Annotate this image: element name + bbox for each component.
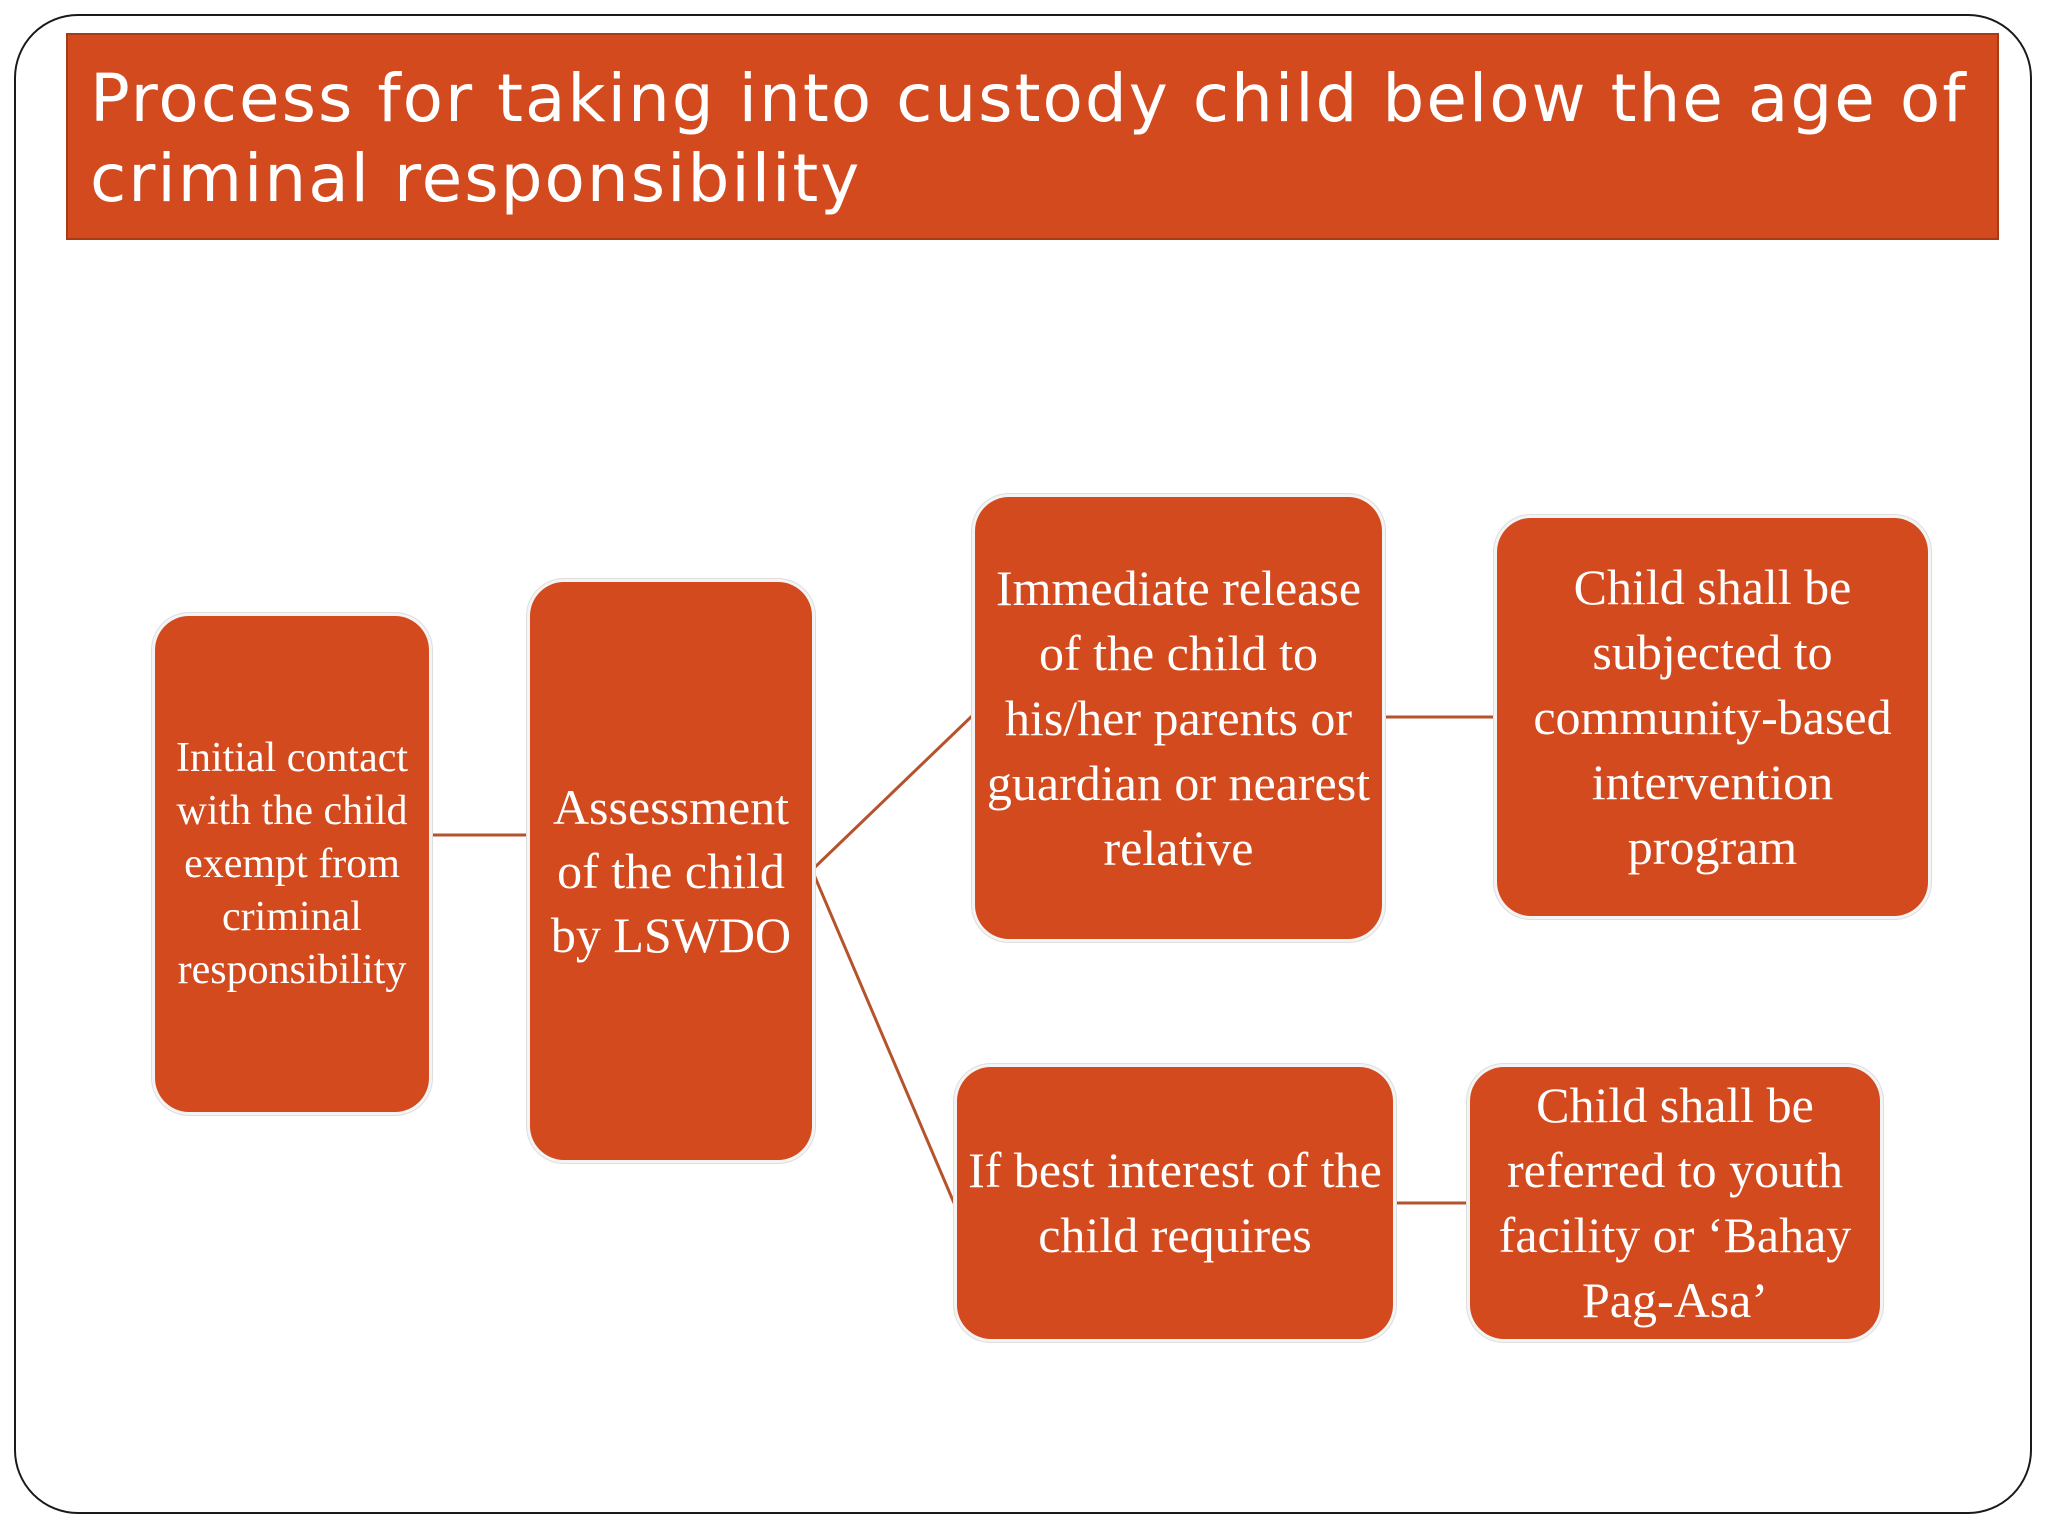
node-best-interest xyxy=(957,1067,1393,1339)
node-community-program xyxy=(1497,518,1928,916)
node-youth-facility xyxy=(1470,1067,1880,1339)
node-initial-contact xyxy=(155,616,429,1112)
connector-assessment-to-release xyxy=(812,716,972,870)
node-initial-contact-label: Initial contact with the child exempt from criminal responsibility xyxy=(175,734,409,993)
node-youth-facility-label: Child shall be referred to youth facility or ‘Bahay Pag-Asa’ xyxy=(1498,1077,1852,1328)
node-immediate-release-label: Immediate release of the child to his/her parents or guardian or nearest relative xyxy=(986,559,1371,876)
connector-assessment-to-best-interest xyxy=(812,870,954,1203)
node-assessment-label: Assessment of the child by LSWDO xyxy=(550,779,792,963)
slide-title: Process for taking into custody child below the age of criminal responsibility xyxy=(90,60,1968,217)
node-best-interest-label: If best interest of the child requires xyxy=(968,1142,1382,1263)
node-assessment xyxy=(530,582,812,1160)
node-immediate-release xyxy=(975,497,1382,939)
node-community-program-label: Child shall be subjected to community-based intervention program xyxy=(1533,558,1892,875)
